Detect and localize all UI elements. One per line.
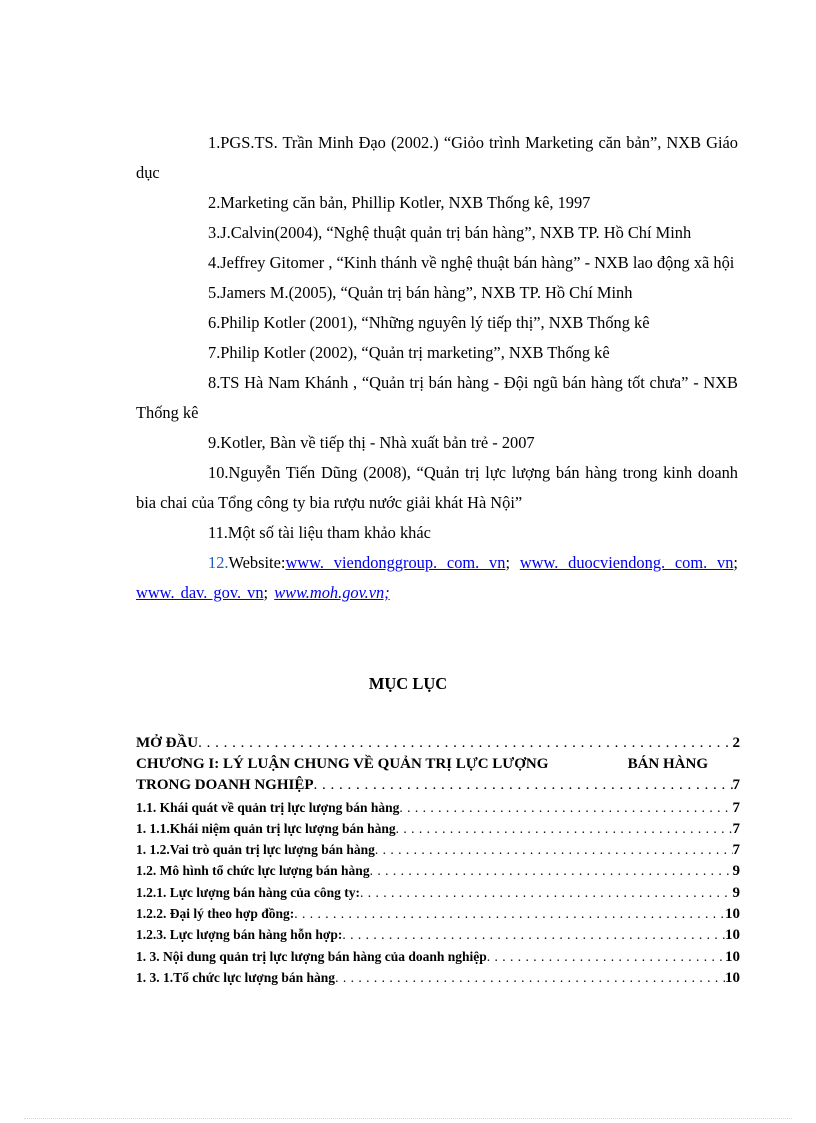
website-link-moh[interactable]: www.moh.gov.vn;	[274, 583, 390, 602]
table-of-contents	[136, 733, 740, 988]
toc-entry-mo-dau[interactable]: MỞ ĐẦU . . . 2	[136, 733, 740, 754]
toc-entry[interactable]: 1.2.1. Lực lượng bán hàng của công ty: . . . 9	[136, 882, 740, 903]
reference-item-3: 3.J.Calvin(2004), “Nghệ thuật quản trị bán hàng”, NXB TP. Hồ Chí Minh	[208, 223, 692, 242]
toc-leader-dots	[396, 818, 733, 839]
toc-leader-dots	[342, 924, 725, 945]
toc-leader-dots	[335, 967, 725, 988]
reference-item-1: 1.PGS.TS. Trần Minh Đạo (2002.) “Giỏo trình Marketing căn bản”, NXB Giáo dục	[136, 133, 738, 182]
toc-entry[interactable]: 1.1. Khái quát về quản trị lực lượng bán hàng . . . 7	[136, 797, 740, 818]
reference-list	[136, 128, 738, 608]
reference-item-9: 9.Kotler, Bàn về tiếp thị - Nhà xuất bản trẻ - 2007	[208, 433, 535, 452]
reference-item-7: 7.Philip Kotler (2002), “Quản trị marketing”, NXB Thống kê	[208, 343, 610, 362]
toc-leader-dots	[360, 882, 733, 903]
website-link-viendonggroup[interactable]: www. viendonggroup. com. vn	[285, 553, 506, 572]
reference-item-8: 8.TS Hà Nam Khánh , “Quản trị bán hàng - Đội ngũ bán hàng tốt chưa” - NXB Thống kê	[136, 373, 738, 422]
toc-leader-dots	[399, 797, 732, 818]
toc-entry[interactable]: 1. 1.1.Khái niệm quản trị lực lượng bán hàng . . . 7	[136, 818, 740, 839]
page-bottom-edge	[24, 1118, 792, 1119]
toc-leader-dots	[370, 860, 733, 881]
toc-leader-dots	[198, 733, 732, 754]
toc-leader-dots	[294, 903, 725, 924]
toc-entry[interactable]: 1.2.3. Lực lượng bán hàng hỗn hợp: . . . 10	[136, 924, 740, 945]
toc-entry[interactable]: 1.2.2. Đại lý theo hợp đồng: . . . 10	[136, 903, 740, 924]
reference-item-2: 2.Marketing căn bản, Phillip Kotler, NXB Thống kê, 1997	[208, 193, 591, 212]
website-link-duocviendong[interactable]: www. duocviendong. com. vn	[519, 553, 734, 572]
toc-leader-dots	[314, 775, 733, 796]
toc-entry[interactable]: 1.2. Mô hình tổ chức lực lượng bán hàng . . . 9	[136, 860, 740, 881]
toc-entry[interactable]: 1. 1.2.Vai trò quản trị lực lượng bán hàng . . . 7	[136, 839, 740, 860]
reference-item-6: 6.Philip Kotler (2001), “Những nguyên lý tiếp thị”, NXB Thống kê	[208, 313, 650, 332]
toc-leader-dots	[375, 839, 733, 860]
toc-entry[interactable]: 1. 3. 1.Tổ chức lực lượng bán hàng . . . 10	[136, 967, 740, 988]
toc-title: MỤC LỤC	[368, 674, 448, 693]
reference-item-11: 11.Một số tài liệu tham khảo khác	[208, 523, 431, 542]
reference-item-12-websites: 12.Website:www. viendonggroup. com. vn; www. duocviendong. com. vn; www. dav. gov. vn; www.moh.gov.vn;	[136, 553, 738, 602]
reference-item-10: 10.Nguyễn Tiến Dũng (2008), “Quản trị lực lượng bán hàng trong kinh doanh bia chai của Tổng công ty bia rượu nước giải khát Hà Nội”	[136, 463, 738, 512]
toc-leader-dots	[487, 946, 725, 967]
reference-item-4: 4.Jeffrey Gitomer , “Kinh thánh về nghệ thuật bán hàng” - NXB lao động xã hội	[208, 253, 735, 272]
website-link-dav[interactable]: www. dav. gov. vn	[136, 583, 264, 602]
toc-entry[interactable]: 1. 3. Nội dung quản trị lực lượng bán hàng của doanh nghiệp . . . 10	[136, 946, 740, 967]
toc-entry-chapter-1[interactable]: CHƯƠNG I: LÝ LUẬN CHUNG VỀ QUẢN TRỊ LỰC LƯỢNG BÁN HÀNG TRONG DOANH NGHIỆP . . . 7	[136, 754, 740, 796]
reference-item-5: 5.Jamers M.(2005), “Quản trị bán hàng”, NXB TP. Hồ Chí Minh	[208, 283, 633, 302]
